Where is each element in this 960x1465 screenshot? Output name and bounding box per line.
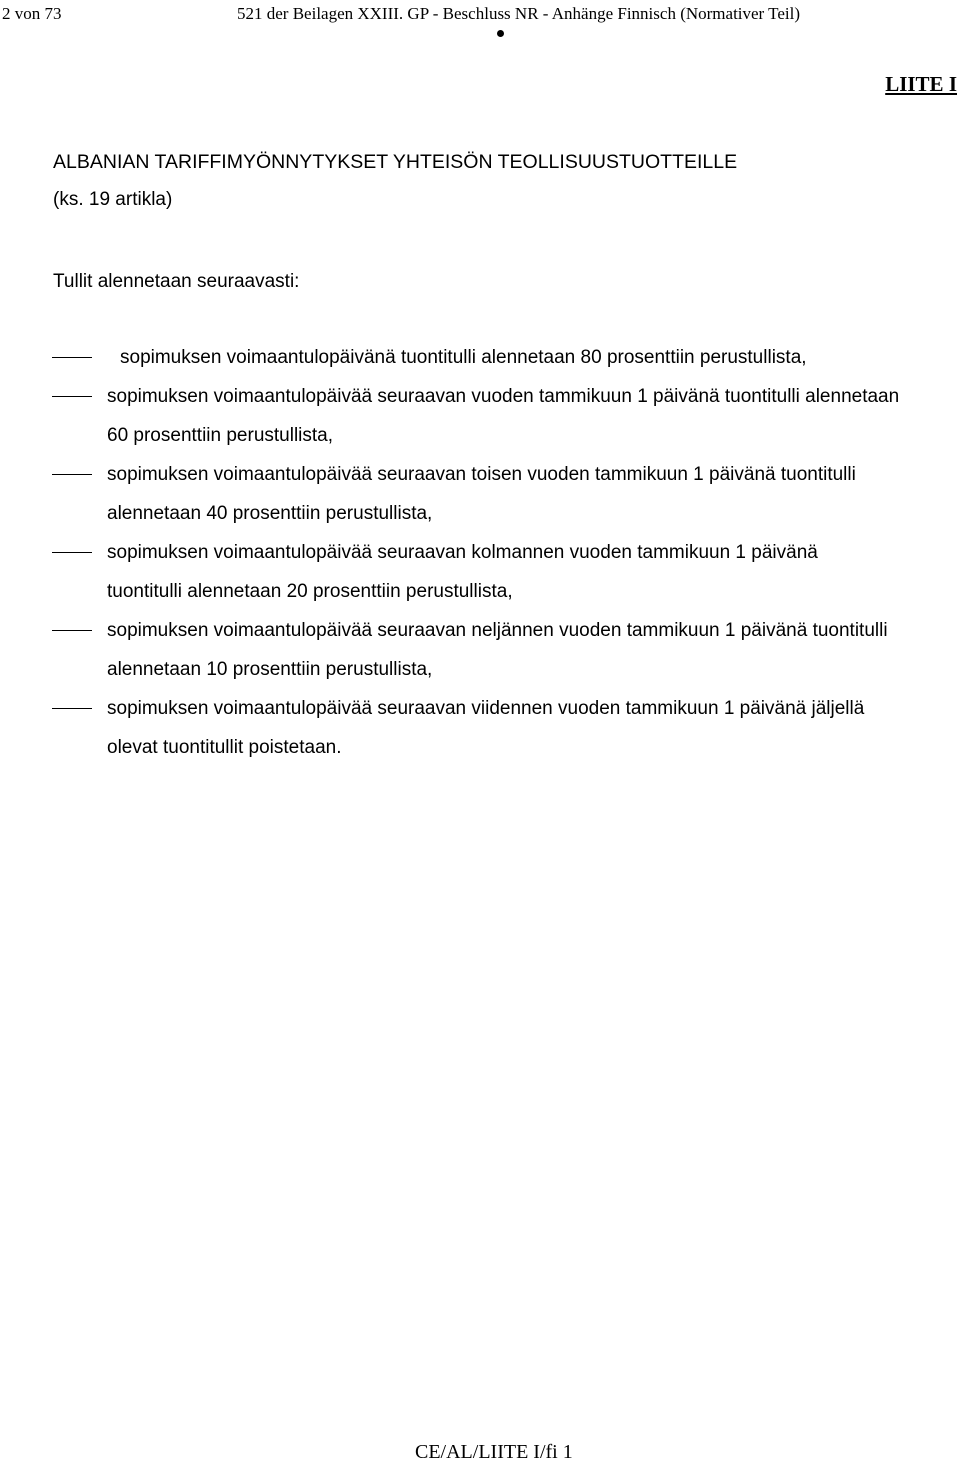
dash-icon bbox=[52, 396, 92, 397]
list-item-text: sopimuksen voimaantulopäivää seuraavan kolmannen vuoden tammikuun 1 päivänä bbox=[107, 542, 818, 563]
page-footer: CE/AL/LIITE I/fi 1 bbox=[415, 1441, 573, 1463]
article-reference: (ks. 19 artikla) bbox=[53, 189, 173, 210]
intro-text: Tullit alennetaan seuraavasti: bbox=[53, 271, 300, 292]
dash-icon bbox=[52, 552, 92, 553]
list-item-continuation: 60 prosenttiin perustullista, bbox=[107, 425, 334, 446]
document-title: ALBANIAN TARIFFIMYÖNNYTYKSET YHTEISÖN TEOLLISUUSTUOTTEILLE bbox=[53, 151, 738, 173]
page-number-header: 2 von 73 bbox=[2, 4, 62, 23]
list-item-continuation: olevat tuontitullit poistetaan. bbox=[107, 737, 342, 758]
annex-label: LIITE I bbox=[885, 72, 957, 96]
dash-icon bbox=[52, 357, 92, 358]
dash-icon bbox=[52, 630, 92, 631]
list-item-text: sopimuksen voimaantulopäivää seuraavan vuoden tammikuun 1 päivänä tuontitulli alennetaan bbox=[107, 386, 900, 407]
list-item-continuation: alennetaan 40 prosenttiin perustullista, bbox=[107, 503, 433, 524]
list-item-continuation: alennetaan 10 prosenttiin perustullista, bbox=[107, 659, 433, 680]
list-item-text: sopimuksen voimaantulopäivää seuraavan neljännen vuoden tammikuun 1 päivänä tuontitulli bbox=[107, 620, 888, 641]
document-header: 521 der Beilagen XXIII. GP - Beschluss NR - Anhänge Finnisch (Normativer Teil) bbox=[237, 4, 801, 23]
list-item-text: sopimuksen voimaantulopäivää seuraavan viidennen vuoden tammikuun 1 päivänä jäljellä bbox=[107, 698, 865, 719]
dash-icon bbox=[52, 708, 92, 709]
dash-icon bbox=[52, 474, 92, 475]
bullet-icon bbox=[497, 30, 504, 37]
list-item-text: sopimuksen voimaantulopäivää seuraavan toisen vuoden tammikuun 1 päivänä tuontitulli bbox=[107, 464, 856, 485]
list-item-continuation: tuontitulli alennetaan 20 prosenttiin perustullista, bbox=[107, 581, 513, 602]
list-item-text: sopimuksen voimaantulopäivänä tuontitulli alennetaan 80 prosenttiin perustullista, bbox=[120, 347, 807, 368]
